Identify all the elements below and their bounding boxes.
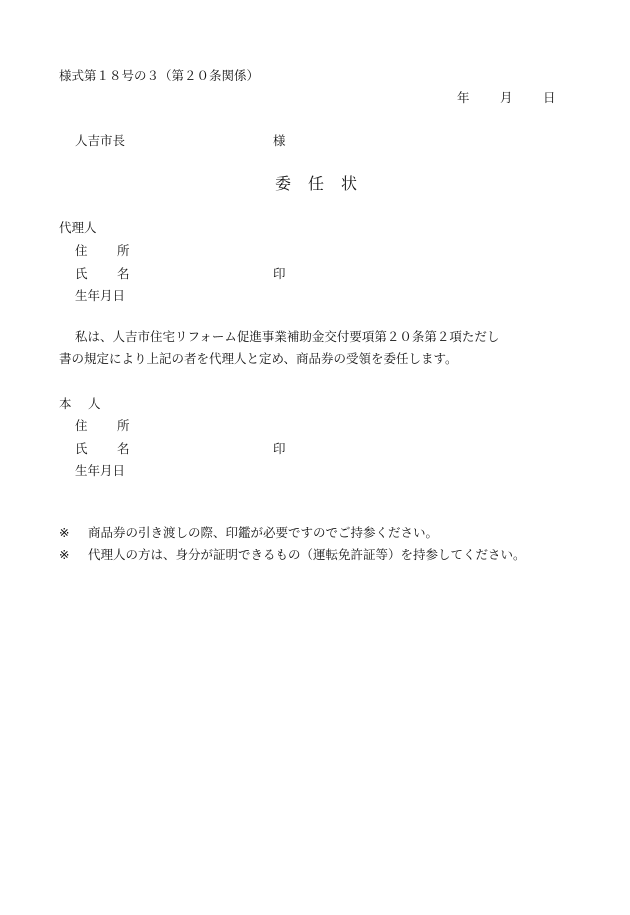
form-number: 様式第１８号の３（第２０条関係）	[59, 68, 260, 83]
principal-seal-mark: 印	[273, 441, 286, 456]
principal-heading-1: 本	[59, 396, 72, 411]
agent-name-label-1: 氏	[75, 266, 88, 281]
agent-seal-mark: 印	[273, 266, 286, 281]
note-1-text: 商品券の引き渡しの際、印鑑が必要ですのでご持参ください。	[88, 525, 439, 540]
date-day-label: 日	[543, 90, 556, 105]
addressee-honorific: 様	[273, 133, 286, 148]
body-text-line-1: 私は、人吉市住宅リフォーム促進事業補助金交付要項第２０条第２項ただし	[75, 329, 500, 344]
document-title-char-2: 任	[308, 174, 325, 193]
agent-address-label-2: 所	[117, 243, 130, 258]
note-1-mark: ※	[59, 525, 70, 540]
date-year-label: 年	[457, 90, 470, 105]
note-2-text: 代理人の方は、身分が証明できるもの（運転免許証等）を持参してください。	[88, 547, 526, 562]
document-title-char-1: 委	[275, 174, 292, 193]
agent-name-label-2: 名	[117, 266, 130, 281]
principal-name-label-2: 名	[117, 441, 130, 456]
principal-address-label-2: 所	[117, 418, 130, 433]
agent-birthdate-label: 生年月日	[75, 288, 126, 303]
addressee-name: 人吉市長	[75, 133, 126, 148]
agent-address-label-1: 住	[75, 243, 88, 258]
principal-heading-2: 人	[88, 396, 101, 411]
note-2-mark: ※	[59, 547, 70, 562]
date-month-label: 月	[500, 90, 513, 105]
document-title-char-3: 状	[341, 174, 358, 193]
principal-address-label-1: 住	[75, 418, 88, 433]
principal-name-label-1: 氏	[75, 441, 88, 456]
body-text-line-2: 書の規定により上記の者を代理人と定め、商品券の受領を委任します。	[59, 351, 458, 366]
principal-birthdate-label: 生年月日	[75, 463, 126, 478]
agent-heading: 代理人	[59, 220, 97, 235]
